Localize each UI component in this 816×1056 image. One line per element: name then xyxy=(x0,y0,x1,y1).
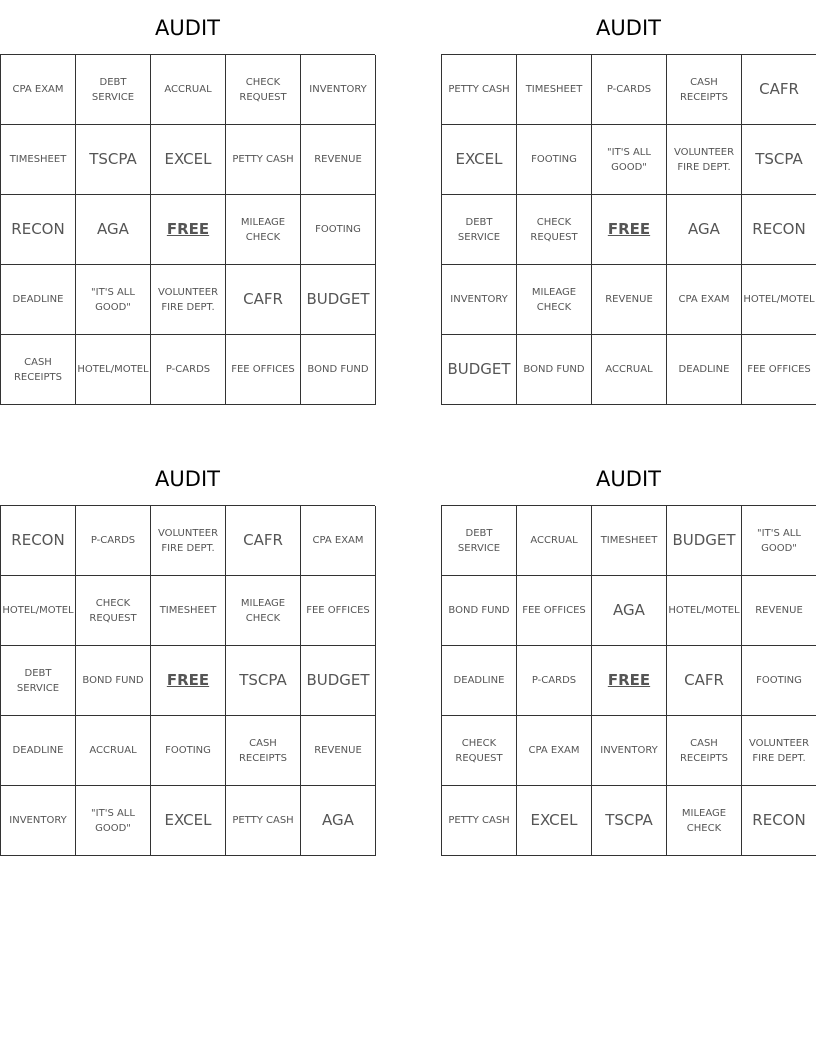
bingo-cell: CHECK REQUEST xyxy=(442,716,517,786)
card-title: AUDIT xyxy=(596,16,661,40)
bingo-cell: TIMESHEET xyxy=(1,125,76,195)
bingo-cell: EXCEL xyxy=(151,125,226,195)
card-title: AUDIT xyxy=(155,467,220,491)
bingo-cell: FOOTING xyxy=(742,646,816,716)
bingo-cell: AGA xyxy=(592,576,667,646)
bingo-cell: BOND FUND xyxy=(301,335,376,405)
bingo-grid xyxy=(0,54,375,405)
bingo-cell: DEADLINE xyxy=(1,265,76,335)
bingo-cell: AGA xyxy=(301,786,376,856)
bingo-cell: INVENTORY xyxy=(592,716,667,786)
bingo-cell: P-CARDS xyxy=(592,55,667,125)
bingo-cell: DEADLINE xyxy=(667,335,742,405)
bingo-cell: TSCPA xyxy=(742,125,816,195)
free-cell: FREE xyxy=(592,195,667,265)
bingo-card-4 xyxy=(441,451,816,856)
bingo-cell: AGA xyxy=(76,195,151,265)
bingo-card-3 xyxy=(0,451,375,856)
bingo-cell: HOTEL/MOTEL xyxy=(76,335,151,405)
bingo-cell: PETTY CASH xyxy=(442,786,517,856)
bingo-cell: CAFR xyxy=(226,265,301,335)
bingo-cell: CHECK REQUEST xyxy=(517,195,592,265)
bingo-cell: CASH RECEIPTS xyxy=(1,335,76,405)
bingo-cell: INVENTORY xyxy=(301,55,376,125)
bingo-cell: REVENUE xyxy=(592,265,667,335)
bingo-cell: FOOTING xyxy=(517,125,592,195)
bingo-cell: PETTY CASH xyxy=(226,125,301,195)
bingo-cell: DEADLINE xyxy=(1,716,76,786)
card-title: AUDIT xyxy=(155,16,220,40)
bingo-cell: BUDGET xyxy=(301,265,376,335)
bingo-cell: VOLUNTEER FIRE DEPT. xyxy=(667,125,742,195)
bingo-cell: HOTEL/MOTEL xyxy=(667,576,742,646)
bingo-cell: FEE OFFICES xyxy=(742,335,816,405)
free-cell: FREE xyxy=(151,195,226,265)
bingo-cell: BOND FUND xyxy=(517,335,592,405)
bingo-cell: INVENTORY xyxy=(442,265,517,335)
bingo-cell: MILEAGE CHECK xyxy=(226,195,301,265)
bingo-cell: CAFR xyxy=(226,506,301,576)
free-cell: FREE xyxy=(151,646,226,716)
bingo-cell: INVENTORY xyxy=(1,786,76,856)
bingo-cell: EXCEL xyxy=(442,125,517,195)
bingo-cell: EXCEL xyxy=(151,786,226,856)
bingo-cell: FEE OFFICES xyxy=(517,576,592,646)
bingo-cell: DEBT SERVICE xyxy=(1,646,76,716)
bingo-cell: ACCRUAL xyxy=(76,716,151,786)
bingo-cell: "IT'S ALL GOOD" xyxy=(592,125,667,195)
bingo-cell: DEBT SERVICE xyxy=(442,506,517,576)
bingo-cell: TSCPA xyxy=(226,646,301,716)
bingo-cell: RECON xyxy=(1,195,76,265)
bingo-cell: PETTY CASH xyxy=(226,786,301,856)
bingo-cell: "IT'S ALL GOOD" xyxy=(76,265,151,335)
bingo-cell: PETTY CASH xyxy=(442,55,517,125)
bingo-cell: ACCRUAL xyxy=(592,335,667,405)
bingo-cell: CASH RECEIPTS xyxy=(226,716,301,786)
bingo-cell: BUDGET xyxy=(667,506,742,576)
bingo-cell: BOND FUND xyxy=(442,576,517,646)
bingo-cell: HOTEL/MOTEL xyxy=(742,265,816,335)
bingo-card-2 xyxy=(441,0,816,405)
bingo-cell: DEBT SERVICE xyxy=(76,55,151,125)
bingo-cell: "IT'S ALL GOOD" xyxy=(76,786,151,856)
bingo-cell: MILEAGE CHECK xyxy=(667,786,742,856)
bingo-cell: CAFR xyxy=(742,55,816,125)
bingo-cell: RECON xyxy=(1,506,76,576)
bingo-cell: MILEAGE CHECK xyxy=(226,576,301,646)
bingo-cell: VOLUNTEER FIRE DEPT. xyxy=(151,506,226,576)
bingo-cell: CHECK REQUEST xyxy=(76,576,151,646)
bingo-cell: REVENUE xyxy=(301,125,376,195)
bingo-cell: CPA EXAM xyxy=(301,506,376,576)
bingo-cell: TIMESHEET xyxy=(151,576,226,646)
bingo-cell: CAFR xyxy=(667,646,742,716)
bingo-cell: FEE OFFICES xyxy=(226,335,301,405)
bingo-cell: VOLUNTEER FIRE DEPT. xyxy=(742,716,816,786)
bingo-cell: TIMESHEET xyxy=(592,506,667,576)
bingo-cell: EXCEL xyxy=(517,786,592,856)
bingo-cell: RECON xyxy=(742,786,816,856)
bingo-cell: TIMESHEET xyxy=(517,55,592,125)
bingo-cell: CPA EXAM xyxy=(517,716,592,786)
bingo-cell: RECON xyxy=(742,195,816,265)
bingo-cell: P-CARDS xyxy=(76,506,151,576)
bingo-cell: P-CARDS xyxy=(151,335,226,405)
bingo-cell: ACCRUAL xyxy=(151,55,226,125)
bingo-cell: BUDGET xyxy=(301,646,376,716)
bingo-grid xyxy=(0,505,375,856)
bingo-cell: CASH RECEIPTS xyxy=(667,716,742,786)
bingo-cell: FEE OFFICES xyxy=(301,576,376,646)
bingo-cell: "IT'S ALL GOOD" xyxy=(742,506,816,576)
bingo-cell: HOTEL/MOTEL xyxy=(1,576,76,646)
bingo-cell: DEADLINE xyxy=(442,646,517,716)
bingo-cell: MILEAGE CHECK xyxy=(517,265,592,335)
bingo-cell: P-CARDS xyxy=(517,646,592,716)
bingo-cell: TSCPA xyxy=(76,125,151,195)
card-title: AUDIT xyxy=(596,467,661,491)
bingo-cell: FOOTING xyxy=(151,716,226,786)
bingo-grid xyxy=(441,54,816,405)
bingo-cell: BUDGET xyxy=(442,335,517,405)
bingo-cell: CPA EXAM xyxy=(1,55,76,125)
bingo-cell: REVENUE xyxy=(301,716,376,786)
free-cell: FREE xyxy=(592,646,667,716)
bingo-cell: REVENUE xyxy=(742,576,816,646)
bingo-cell: DEBT SERVICE xyxy=(442,195,517,265)
bingo-cell: VOLUNTEER FIRE DEPT. xyxy=(151,265,226,335)
bingo-cell: AGA xyxy=(667,195,742,265)
bingo-grid xyxy=(441,505,816,856)
bingo-card-1 xyxy=(0,0,375,405)
bingo-cell: FOOTING xyxy=(301,195,376,265)
bingo-cell: CASH RECEIPTS xyxy=(667,55,742,125)
bingo-cell: TSCPA xyxy=(592,786,667,856)
bingo-cell: BOND FUND xyxy=(76,646,151,716)
bingo-cell: CHECK REQUEST xyxy=(226,55,301,125)
bingo-cell: CPA EXAM xyxy=(667,265,742,335)
bingo-cell: ACCRUAL xyxy=(517,506,592,576)
